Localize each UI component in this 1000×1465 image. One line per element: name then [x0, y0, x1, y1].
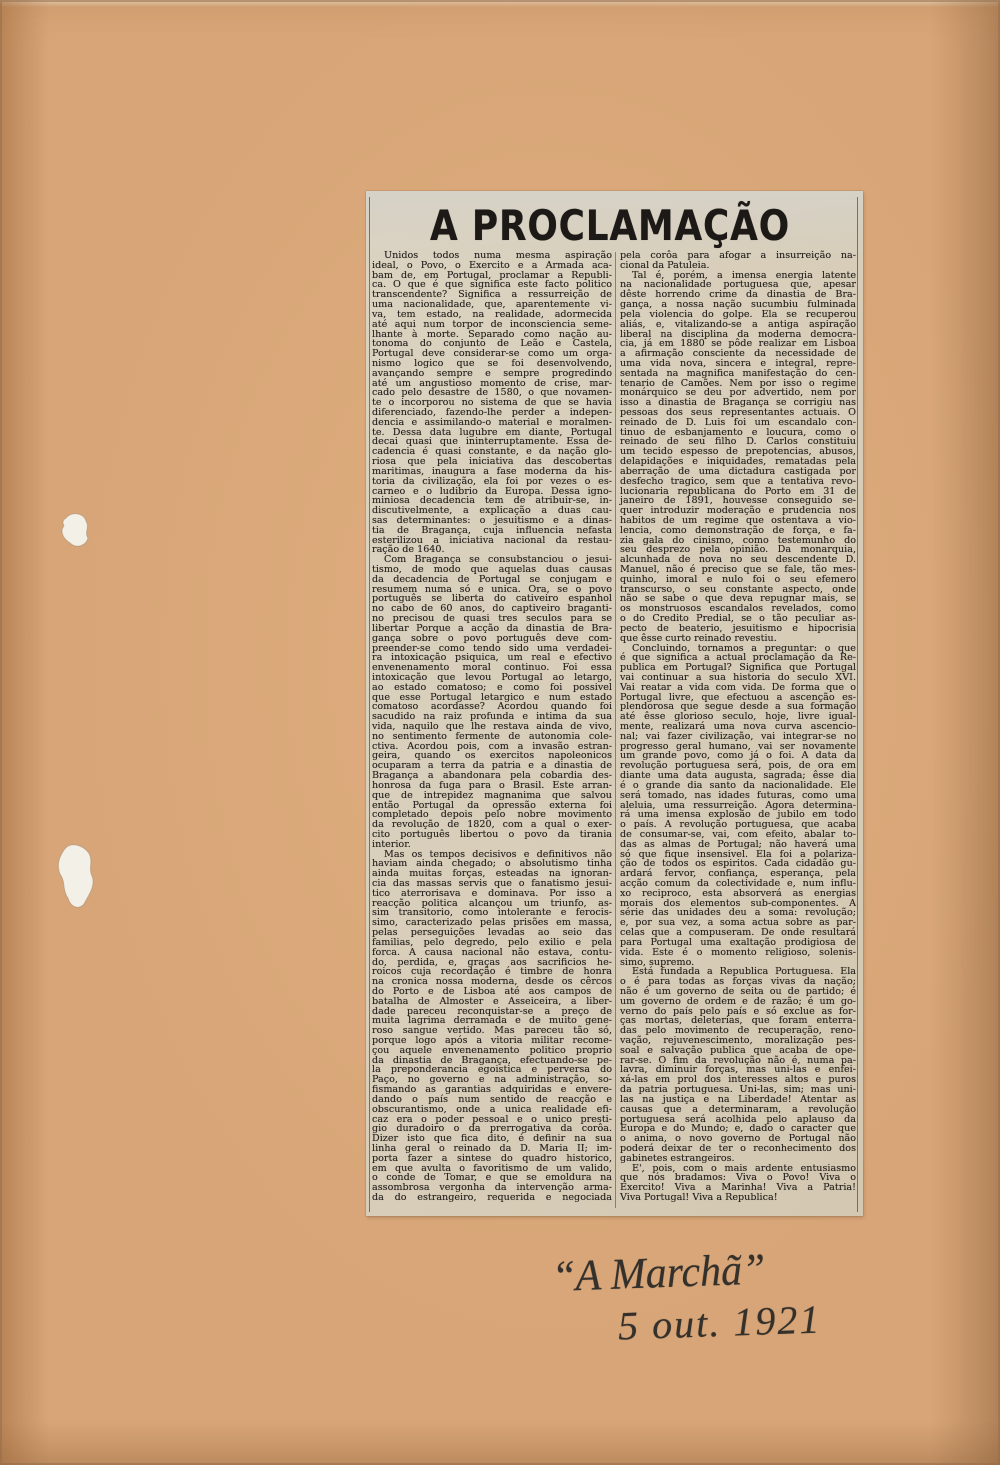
text-line-content: e, por sua vez, a soma actua sobre as par-	[620, 917, 856, 929]
text-line-content: que esse Portugal letargico e num estado	[372, 691, 612, 703]
paragraph	[620, 967, 856, 1163]
text-line-content: resumem numa só e unica. Ora, se o povo	[372, 583, 612, 595]
text-line-content: cia, já em 1880 se pôde realizar em Lisboa	[620, 338, 856, 350]
handwritten-source-text: “A Marchã”	[551, 1244, 767, 1301]
text-line-content: em que avulta o favoritismo de um valido,	[372, 1162, 612, 1174]
text-line	[620, 1193, 856, 1203]
text-line-content: geira, quando os exercitos napoleonicos	[372, 750, 612, 762]
text-line-content: tia de Bragança, cuja influencia nefasta	[372, 524, 612, 536]
text-line-content: acção comum da colectividade e, num influ-	[620, 878, 856, 889]
text-line-content: o conde de Tomar, e que se emoldura na	[372, 1172, 612, 1184]
text-line-content: não é um governo de seita ou de partido; é	[620, 985, 856, 997]
text-line-content: assombrosa vergonha da intervenção arma-	[372, 1182, 612, 1194]
text-line-content: um governo de ordem e de razão; é um go-	[620, 995, 856, 1007]
text-line-content: vida. Este é o momento religioso, solenis-	[620, 946, 856, 958]
clipping-border-right	[857, 197, 858, 1212]
text-line-content: envenenamento moral continuo. Foi essa	[372, 662, 612, 674]
text-line-content: simo, supremo.	[620, 956, 695, 968]
text-line-content: Concluindo, tornamos a preguntar: o que	[632, 642, 856, 654]
paragraph	[372, 850, 612, 1203]
text-line-content: Bragança a abandonara pela cobardia des-	[372, 770, 612, 782]
text-line-content: toria da civilização, ela foi por vezes o es-	[372, 475, 612, 487]
text-line-content: o país. A revolução portuguesa, que acaba	[620, 819, 856, 831]
text-line-content: va, tem estado, na realidade, adormecida	[372, 308, 612, 320]
text-line-content: diferenciado, fazendo-lhe perder a indepen-	[372, 407, 612, 418]
text-line-content: isso a dinastia de Bragança se corrigiu nas	[620, 397, 856, 409]
text-line-content: de consumar-se, vai, com efeito, abalar to-	[620, 828, 856, 840]
text-line-content: um tecido espesso de prepotencias, abusos,	[620, 446, 856, 458]
text-line-content: lencia, como demonstração de força, e fa-	[620, 524, 856, 536]
text-line-content: cito português libertou o povo da tirania	[372, 828, 612, 840]
text-line-content: avançando sempre e sempre progredindo	[372, 367, 612, 379]
handwritten-date-text: 5 out. 1921	[617, 1296, 823, 1349]
text-line-content: progresso geral humano, vai ser novamente	[620, 740, 856, 752]
text-line-content: Portugal livre, que efectuou a ascenção es-	[620, 691, 856, 703]
text-line-content: poderá deixar de ter o reconhecimento dos	[620, 1142, 856, 1154]
text-line-content: roso sangue vertido. Mas pareceu tão só,	[372, 1025, 612, 1037]
text-line-content: os monstruosos escandalos revelados, como	[620, 603, 856, 615]
text-line-content: sim transitorio, como intolerante e ferocis-	[372, 907, 612, 919]
text-line-content: sas determinantes: o jesuitismo e a dinas-	[372, 514, 612, 526]
text-line-content: até aqui num torpor de inconsciencia seme-	[372, 318, 612, 330]
text-line-content: ainda muitas forças, esteadas na ignoran-	[372, 868, 612, 880]
text-line-content: lavra, diminuir forças, mas uni-las e enfei-	[620, 1064, 856, 1076]
text-line-content: haviam ainda chegado; o absolutismo tinha	[372, 858, 612, 870]
text-line-content: comatoso acordasse? Acordou quando foi	[372, 701, 612, 713]
text-line-content: só que fique insensivel. Ela foi a polariza-	[620, 848, 856, 860]
text-line-content: lhante à morte. Separado como nação au-	[372, 328, 612, 340]
text-line-content: dencia e assimilando-o material e moralmen-	[372, 416, 612, 428]
text-line-content: das pelo movimento de recuperação, reno-	[620, 1025, 856, 1037]
clipping-border-left	[369, 197, 370, 1212]
column-right	[620, 251, 856, 1203]
text-line-content: gio duradoiro o da prerrogativa da corôa.	[372, 1123, 612, 1135]
text-line-content: o do Credito Predial, se o tão peculiar as-	[620, 613, 856, 625]
text-line-content: simo, caracterizado pelas prisões em massa,	[372, 917, 612, 929]
text-line-content: fismando as garantias adquiridas e envere-	[372, 1084, 612, 1096]
text-line-content: janeiro de 1891, houvesse conseguido se-	[620, 495, 856, 507]
text-line-content: sentada na magnifica manifestação do cen-	[620, 367, 856, 379]
text-line-content: çou aquele envenenamento politico proprio	[372, 1044, 612, 1056]
text-line-content: morais dos elementos sub-componentes. A	[620, 897, 856, 909]
text-line-content: interior.	[372, 838, 411, 850]
text-line-content: la preponderancia egoistica e perversa do	[372, 1064, 612, 1076]
text-line-content: porque logo após a vitoria militar recome-	[372, 1035, 612, 1046]
text-line-content: aleluia, uma ressurreição. Agora determina-	[620, 799, 856, 811]
text-line-content: aberração de uma dictadura castigada por	[620, 465, 856, 477]
text-line-content: Manuel, não é preciso que se fale, tão mes-	[620, 564, 856, 575]
text-line-content: esterilizou a iniciativa nacional da restau-	[372, 534, 612, 546]
text-line-content: Unidos todos numa mesma aspiração	[384, 250, 612, 261]
text-line-content: da do estrangeiro, requerida e negociada	[372, 1192, 612, 1203]
text-line-content: pelas perseguições levadas ao seio das	[372, 927, 612, 939]
text-line-content: nismo logico que se foi desenvolvendo,	[372, 357, 612, 369]
text-line-content: desfecho tragico, sem que a tentativa revo-	[620, 475, 856, 487]
text-line-content: português se liberta do cativeiro espanhol	[372, 593, 612, 605]
text-line-content: vai continuar a sua historia do seculo XVI.	[620, 671, 856, 683]
text-line-content: revolução portuguesa será, pois, de ora em	[620, 760, 856, 772]
text-line-content: miniosa decadencia tem de atribuir-se, in-	[372, 495, 612, 507]
text-line-content: Mas os tempos decisivos e definitivos não	[384, 848, 612, 860]
text-line-content: ctiva. Acordou pois, com a invasão estran-	[372, 740, 612, 752]
text-line-content: causas que a determinaram, a revolução	[620, 1103, 856, 1115]
newspaper-clipping	[366, 191, 863, 1216]
text-line-content: reinado de seu filho D. Carlos constituiu	[620, 436, 856, 448]
text-line-content: completado depois pelo nobre movimento	[372, 809, 612, 821]
text-line-content: cado pelo desastre de 1580, o que novamen-	[372, 387, 612, 399]
article-title-text: A PROCLAMAÇÃO	[430, 201, 791, 250]
text-line-content: ração de 1640.	[372, 544, 445, 556]
text-line-content: dade pareceu reconquistar-se a preço de	[372, 1005, 612, 1017]
text-line-content: vação, rejuvenescimento, moralização pes-	[620, 1035, 856, 1046]
text-line-content: tismo, de modo que aquelas duas causas	[372, 564, 612, 575]
text-line-content: Tal é, porém, a imensa energia latente	[632, 269, 856, 281]
text-line-content: no sentimento fermente de autonomia cole-	[372, 730, 612, 742]
text-line-content: Europa e do Mundo; e, dado o caracter que	[620, 1123, 856, 1135]
text-line-content: uma nacionalidade, que, aparentemente vi-	[372, 299, 612, 311]
text-line-content: até um angustioso momento de crise, mar-	[372, 377, 612, 389]
text-line-content: que nós bradamos: Viva o Povo! Viva o	[620, 1172, 856, 1184]
text-line-content: que de intrepidez magnanima que salvou	[372, 789, 612, 801]
text-line-content: Paço, no governo e na administração, so-	[372, 1074, 612, 1086]
article-title	[430, 202, 790, 250]
text-line-content: tico aterrorisava e dominava. Por isso a	[372, 887, 612, 899]
text-line-content: forca. A causa nacional não estava, contu-	[372, 946, 612, 958]
text-line-content: não se sabe o que deva repugnar mais, se	[620, 593, 856, 605]
text-line-content: publica em Portugal? Significa que Portugal	[620, 662, 856, 674]
text-line-content: xo reciproco, esta absorverá as energias	[620, 887, 856, 899]
text-line-content: discutivelmente, a explicação a duas cau-	[372, 505, 612, 517]
text-line-content: quinho, imoral e nulo foi o seu efemero	[620, 573, 856, 585]
text-line-content: maritimas, inaugura a fase moderna da his-	[372, 465, 612, 477]
text-line-content: Portugal deve considerar-se como um orga-	[372, 348, 612, 360]
text-line-content: da revolução de 1820, com a qual o exer-	[372, 819, 612, 831]
text-line-content: libertar Porque a acção da dinastia de Bra-	[372, 622, 612, 634]
text-line-content: dêste horrendo crime da dinastia de Bra-	[620, 289, 856, 301]
text-line-content: Com Bragança se consubstanciou o jesui-	[384, 554, 612, 566]
text-line-content: E', pois, com o mais ardente entusiasmo	[632, 1162, 856, 1174]
text-line-content: nal; vai fazer civilização, vai integrar-se no	[620, 730, 856, 742]
text-line-content: muita lagrima derramada e de muito gene-	[372, 1015, 612, 1027]
punch-hole	[62, 514, 88, 546]
text-line-content: transcurso, o seu constante aspecto, onde	[620, 583, 856, 595]
punch-hole	[58, 845, 93, 908]
text-line-content: ocuparam a terra da patria e a dinastia de	[372, 760, 612, 772]
text-line-content: monárquico se deu por advertido, nem por	[620, 387, 856, 399]
text-line-content: alcunhada de nova no seu descendente D.	[620, 554, 856, 566]
text-line-content: seu desprezo pela opinião. Da monarquia,	[620, 544, 856, 556]
text-line-content: delapidações e iniquidades, rematadas pela	[620, 456, 856, 468]
text-line-content: gança, a nossa nação sucumbiu fulminada	[620, 299, 856, 311]
text-line-content: quer introduzir moderação e prudencia nos	[620, 505, 856, 517]
text-line-content: mente, realizará uma nova curva ascencio-	[620, 721, 856, 732]
text-line-content: riosa que pela iniciativa das descobertas	[372, 456, 612, 468]
text-line-content: tinuo de esbanjamento e loucura, como o	[620, 426, 856, 438]
text-line-content: é o grande dia santo da nacionalidade. Ele	[620, 779, 856, 791]
text-line-content: gança sobre o povo português deve com-	[372, 632, 612, 644]
text-line-content: pela corôa para afogar a insurreição na-	[620, 250, 856, 261]
text-line-content: na cronica nossa moderna, desde os cêrcos	[372, 976, 612, 988]
text-line-content: gabinetes estrangeiros.	[620, 1152, 735, 1164]
text-line-content: do Porto e de Lisboa até aos campos de	[372, 985, 612, 997]
text-line-content: roicos cuja recordação é timbre de honra	[372, 966, 612, 978]
text-line-content: até êsse glorioso seculo, hoje, livre igual-	[620, 711, 856, 723]
text-line-content: bam de, em Portugal, proclamar a Republi-	[372, 269, 612, 281]
paragraph	[620, 644, 856, 968]
handwritten-source-note	[551, 1242, 776, 1304]
text-line-content: plendorosa que segue desde a sua formação	[620, 701, 856, 713]
text-line-content: uma vida nova, sincera e integral, repre-	[620, 357, 856, 369]
text-line-content: da dinastia de Bragança, efectuando-se pe-	[372, 1054, 612, 1066]
handwritten-date-note	[617, 1294, 822, 1351]
text-line-content: linha geral o reinado da D. Maria II; im-	[372, 1142, 612, 1154]
text-line-content: portuguesa será acolhida pelo aplauso da	[620, 1113, 856, 1125]
text-line-content: porta fazer a sintese do quadro historico,	[372, 1152, 612, 1164]
text-line-content: obscurantismo, onde a unica realidade efi-	[372, 1103, 612, 1115]
column-left	[372, 251, 612, 1203]
text-line	[372, 1193, 612, 1203]
text-line-content: ças mortas, deleterias, que foram enterra-	[620, 1015, 856, 1027]
text-line-content: diante uma data augusta, sagrada; êsse dia	[620, 770, 856, 782]
text-line-content: Viva Portugal! Viva a Republica!	[620, 1192, 778, 1203]
text-line-content: Está fundada a Republica Portuguesa. Ela	[632, 966, 856, 978]
text-line-content: preender-se como tendo sido uma verdadei-	[372, 642, 612, 654]
text-line-content: verno do país pelo país e só exclue as for-	[620, 1005, 856, 1017]
text-line-content: ardará fervor, confiança, esperança, pela	[620, 868, 856, 880]
text-line-content: te o incorporou no sistema de que se havia	[372, 397, 612, 409]
text-line-content: então Portugal da opressão externa foi	[372, 799, 612, 811]
text-line-content: das as almas de Portugal; não haverá uma	[620, 838, 856, 850]
text-line-content: familias, pelo degredo, pelo exilio e pela	[372, 936, 612, 948]
text-line-content: rar-se. O fim da revolução não é, numa pa-	[620, 1054, 856, 1066]
text-line-content: honrosa da fuga para o Brasil. Este arran-	[372, 779, 612, 791]
text-line-content: ao estado comatoso; e como foi possivel	[372, 681, 612, 693]
text-line-content: pessoas dos seus representantes actuais. O	[620, 407, 856, 418]
text-line-content: um grande povo, como já o foi. A data da	[620, 750, 856, 762]
text-line-content: intoxicação que levou Portugal ao letargo,	[372, 671, 612, 683]
text-line-content: caz era o poder pessoal e o unico presti-	[372, 1113, 612, 1125]
text-line-content: que êsse curto reinado revestiu.	[620, 632, 777, 644]
text-line-content: batalha de Almoster e Asseiceira, a liber-	[372, 995, 612, 1007]
text-line-content: ção de todos os espiritos. Cada cidadão gu-	[620, 858, 856, 870]
text-line-content: será tomado, nas idades futuras, como uma	[620, 789, 856, 801]
text-line-content: decai quasi que ininterruptamente. Essa de-	[372, 436, 612, 448]
text-line-content: xá-las em prol dos interesses altos e puros	[620, 1074, 856, 1086]
text-line-content: para Portugal uma exaltação prodigiosa de	[620, 936, 856, 948]
text-line-content: reinado de D. Luis foi um escandalo con-	[620, 416, 856, 428]
text-line-content: dando o país num sentido de reacção e	[372, 1093, 612, 1105]
paragraph	[620, 251, 856, 271]
text-line-content: do, perdida, e, graças aos sacrificios he-	[372, 956, 612, 968]
text-line-content: tonoma do conjunto de Leão e Castela,	[372, 338, 612, 350]
paragraph	[620, 1164, 856, 1203]
text-line-content: Dizer isto que fica dito, é definir na sua	[372, 1133, 612, 1145]
text-line-content: pela violencia do golpe. Ela se recuperou	[620, 308, 856, 320]
paragraph	[372, 251, 612, 555]
text-line-content: cional da Patuleia.	[620, 259, 710, 271]
text-line-content: ideal, o Povo, o Exercito e a Armada aca-	[372, 259, 612, 271]
text-line-content: na nacionalidade portuguesa que, apesar	[620, 279, 856, 291]
text-line-content: soal e salvação publica que acaba de ope-	[620, 1044, 856, 1056]
text-line-content: cia das massas servis que o fanatismo jesui-	[372, 878, 612, 889]
text-line-content: série das unidades deu a soma: revolução;	[620, 907, 856, 919]
text-line-content: o é para todas as forças vivas da nação;	[620, 976, 856, 988]
text-line-content: Vai reatar a vida com vida. De forma que o	[620, 681, 856, 693]
paragraph	[620, 271, 856, 644]
text-line-content: carneo e o ludibrio da Europa. Dessa igno-	[372, 485, 612, 497]
text-line-content: sacudido na raiz profunda e intima da sua	[372, 711, 612, 723]
text-line-content: aliás, e, vitalizando-se a antiga aspiração	[620, 318, 856, 330]
text-line-content: habitos de um regime que ostentava a vio-	[620, 514, 856, 526]
text-line-content: no cabo de 60 anos, do captiveiro braganti-	[372, 603, 612, 615]
text-line-content: da decadencia de Portugal se conjugam e	[372, 573, 612, 585]
text-line-content: o anima, o novo governo de Portugal não	[620, 1133, 856, 1145]
text-line-content: liberal na disciplina da moderna democra-	[620, 328, 856, 340]
text-line-content: da patria portuguesa. Uni-las, sim; mas uni-	[620, 1084, 856, 1096]
text-line-content: a afirmação consciente da necessidade de	[620, 348, 856, 360]
text-line-content: reacção politica alcançou um triunfo, as-	[372, 897, 612, 909]
text-line-content: ra intoxicação psiquica, um real e efectivo	[372, 652, 612, 664]
text-line-content: te. Dessa data lugubre em diante, Portugal	[372, 426, 612, 438]
text-line-content: no precisou de quasi tres seculos para se	[372, 613, 612, 625]
text-line-content: ca. O que é que significa este facto politico	[372, 279, 612, 291]
text-line-content: Exercito! Viva a Marinha! Viva a Patria!	[620, 1182, 856, 1194]
text-line-content: transcendente? Significa a ressurreição de	[372, 289, 612, 301]
text-line-content: tenario de Camões. Nem por isso o regime	[620, 377, 856, 389]
text-line-content: é que significa a actual proclamação da Re-	[620, 652, 856, 664]
text-line-content: celas que a compuseram. De onde resultará	[620, 927, 856, 939]
text-line-content: cadencia é quasi constante, e da nação glo-	[372, 446, 612, 458]
text-line-content: las na justiça e na Liberdade! Atentar as	[620, 1093, 856, 1105]
text-line-content: vida, naquilo que lhe restava ainda de vivo,	[372, 721, 612, 732]
paragraph	[372, 555, 612, 849]
text-line-content: zia gala do cinismo, como testemunho do	[620, 534, 856, 546]
text-line-content: pecto de beaterio, jesuitismo e hipocrisia	[620, 622, 856, 634]
text-line-content: rá uma imensa explosão de jubilo em todo	[620, 809, 856, 821]
column-divider	[615, 252, 616, 1208]
text-line-content: lucionaria republicana do Porto em 31 de	[620, 485, 856, 497]
